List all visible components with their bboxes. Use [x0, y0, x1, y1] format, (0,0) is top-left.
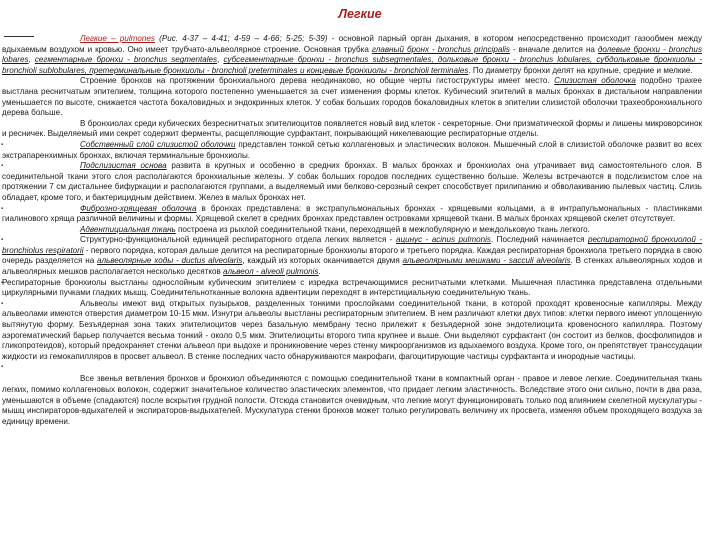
paragraph-submucosa: ▪ Подслизистая основа развита в крупных и особенно в средних бронхах. В малых бронхах и бронхиолах она утрачивает вид самостоятельного слоя. В соединительной ткани этого слоя располагаются бронхиальные железы. У собак больших городов последних существенно больше. Железы встречаются в подслизистом слое на протяжении 7 см дистальнее бифуркации и располагаются группами, а выделяемый ими белково-серозный секрет способствует прилипанию и обволакиванию пылевых частиц. Слизь обладает, кроме того, и бактерицидным действием. Желез в малых бронхах нет. — [2, 161, 702, 203]
paragraph-fibrocartilaginous: ▪ Фиброзно-хрящевая оболочка в бронхах представлена: в экстрапульмональных бронхах - хрящевыми кольцами, а в интрапульмональных - пластинками гиалинового хряща различной величины и формы. Хрящевой скелет в средних бронхах представлен островками хрящевой ткани. В малых бронхах хрящевой скелет отсутствует. — [2, 204, 702, 225]
paragraph-respiratory-bronchioles: ▪ Респираторные бронхиолы выстланы однослойным кубическим эпителием с изредка встречающимися реснитчатыми клетками. Мышечная пластинка представлена отдельными циркулярными пучками гладких мышц. Соединительнотканные волокна адвентиции переходят в интерстициальную соединительную ткань. — [2, 278, 702, 299]
paragraph-adventitia: Адвентициальная ткань построена из рыхлой соединительной ткани, переходящей в межлобулярную и междольковую ткань легкого. — [80, 224, 590, 234]
paragraph-lungs-definition: Легкие – pulmones (Рис. 4-37 – 4-41; 4-59 – 4-66; 5-25; 5-39) - основной парный орган дыхания, в котором непосредственно происходит газообмен между вдыхаемым воздухом и кровью. Оно имеет трубчато-альвеолярное строение. Основная трубка главный бронх - bronchus principalis - вначале делится на долевые бронхи - bronchus lobares, сегментарные бронхи - bronchus segmentales, субсегментарные бронхи - bronchus subsegmentales, дольковые бронхи - bronchus lobulares, субдольковые бронхиолы - bronchioli sublobulares, претерминальные бронхиолы - bronchioli preterminales и концевые бронхиолы - bronchioli terminales. По диаметру бронхи делят на крупные, средние и мелкие. — [2, 34, 703, 75]
empty-bullet-line — [2, 362, 702, 374]
term-segmental-bronchi: сегментарные бронхи - bronchus segmentales — [34, 55, 218, 65]
page-title: Легкие — [338, 7, 382, 21]
term-bronchiole-chain: субсегментарные бронхи - bronchus subsegmentales, дольковые бронхи - bronchus lobulares, субдольковые бронхиолы - bronchioli sublobulares, претерминальные бронхиолы - bronchioli preterminales и концевые бронхиолы - bronchioli terminales — [2, 55, 703, 75]
paragraph-lung-elasticity: Все звенья ветвления бронхов и бронхиол объединяются с помощью соединительной ткани в компактный орган - правое и левое легкие. Соединительная ткань легких, помимо коллагеновых волокон, содержит значительное количество эластических элементов, что придает легким эластичность. Вследствие этого они сильно, почти в два раза, уменьшаются в объеме (спадаются) после вскрытия грудной полости. Отсюда становится очевидным, что легкие могут функционировать только под влиянием скелетной мускулатуры - мышц инспираторов-вдыхателей и экспираторов-выдыхателей. Мускулатура стенки бронхов может только регулировать величину их просвета, изменяя объем проходящего воздуха за единицу времени. — [2, 374, 702, 426]
term-alveolar-sacs: альвеолярными мешками - sacculi alveolaris — [402, 256, 571, 266]
term-mucosa: Слизистая оболочка — [554, 76, 636, 86]
term-respiratory-bronchiole: респираторной бронхиолой - bronchiolus respiratorii — [2, 235, 703, 255]
term-adventitia: Адвентициальная ткань — [80, 224, 176, 234]
figure-references: (Рис. 4-37 – 4-41; 4-59 – 4-66; 5-25; 5-39) — [154, 34, 328, 43]
term-lamina-propria: Собственный слой слизистой оболочки — [80, 139, 236, 149]
term-alveolar-ducts: альвеолярные ходы - ductus alveolaris — [97, 256, 243, 266]
document-body — [2, 34, 702, 427]
term-acinus: ацинус - acinus pulmonis — [395, 235, 491, 245]
term-lobar-bronchi: долевые бронхи - bronchus lobares — [2, 44, 702, 65]
term-fibrocartilaginous: Фиброзно-хрящевая оболочка — [80, 203, 197, 213]
term-lungs: Легкие – pulmones — [80, 34, 155, 43]
paragraph-lamina-propria: ▪ Собственный слой слизистой оболочки представлен тонкой сетью коллагеновых и эластических волокон. Мышечный слой в слизистой оболочке развит во всех экстрапаренхимных бронхах, включая терминальные бронхиолы. — [2, 140, 702, 161]
term-alveoli: альвеол - alveoli pulmonis — [223, 267, 319, 277]
paragraph-alveoli: ▪ Альвеолы имеют вид открытых пузырьков, разделенных тонкими прослойками соединительной ткани, в которой проходят кровеносные капилляры. Между альвеолами имеются отверстия диаметром 10-15 мкм. Изнутри альвеолы выстланы респираторным эпителием. В нем различают клетки двух типов: клетки первого имеют уплощенную вытянутую форму. Безъядерная зона таких эпителиоцитов через базальную мембрану тесно прилежит к безъядерной зоне эндотелиоцита кровеносного капилляра. Поэтому аэрогематический барьер получается весьма тонкий - около 0,5 мкм. Эпителиоциты второго типа крупнее и выше. Они выделяют сурфактант (он состоит из белков, фосфолипидов и гликопротеидов), который предохраняет стенки альвеол при выдохе и проникновение через стенку микроорганизмов из вдыхаемого воздуха. Кроме того, он препятствует транссудации жидкости из гемокапилляров в просвет альвеол. В стенке последних часто обнаруживаются макрофаги, фагоцитирующие частицы сурфактанта и инородные частицы. — [2, 299, 702, 363]
paragraph-acinus: ▪ Структурно-функциональной единицей респираторного отдела легких является - ацинус - acinus pulmonis. Последний начинается респираторной бронхиолой - bronchiolus respiratorii - первого порядка, которая дальше делится на респираторные бронхиолы второго и третьего порядка. Каждая респираторная бронхиола третьего порядка в свою очередь разделяется на альвеолярные ходы - ductus alveolaris, каждый из которых оканчивается двумя альвеолярными мешками - sacculi alveolaris. В стенках альвеолярных ходов и альвеолярных мешков располагается несколько десятков альвеол - alveoli pulmonis. — [2, 235, 702, 277]
paragraph-bronchial-structure: Строение бронхов на протяжении бронхиального дерева неодинаково, но общие черты гистоструктуры имеет место. Слизистая оболочка подобно трахее выстлана реснитчатым эпителием, толщина которого постепенно уменьшается за счет изменения формы клеток. Кубический эпителий в малых бронхах в дистальном направлении уменьшается по высоте, снижается частота бокаловидных и эндокринных клеток. У собак больших городов бокаловидных клеток в эпителии слизистой оболочки трахеобронхиального дерева больше. — [2, 76, 702, 118]
term-main-bronchus: главный бронх - bronchus principalis — [371, 44, 510, 54]
term-submucosa: Подслизистая основа — [80, 161, 167, 171]
paragraph-secretory-cells: В бронхиолах среди кубических безреснитчатых эпителиоцитов появляется новый вид клеток - секреторные. Они призматической формы и лишены микроворсинок и ресничек. Выделяемый ими секрет содержит ферменты, расщепляющие сурфактант, покрывающий никелевающие респираторные отделы. — [2, 118, 702, 139]
